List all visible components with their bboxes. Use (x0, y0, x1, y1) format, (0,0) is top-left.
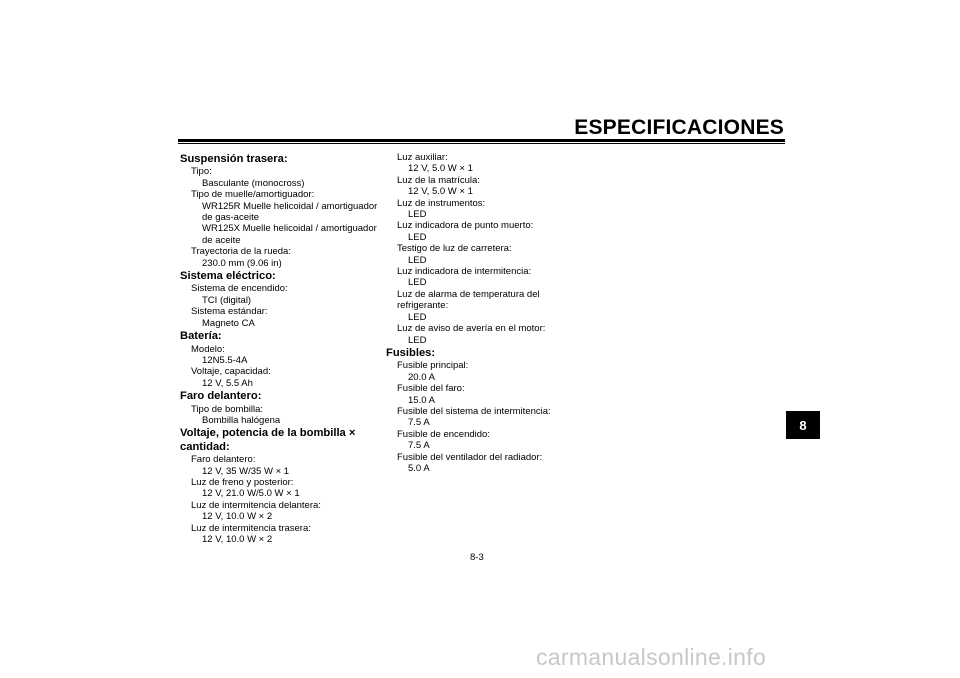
spec-value: 12 V, 10.0 W × 2 (202, 511, 273, 523)
section-heading: Sistema eléctrico: (180, 270, 276, 283)
spec-value: 7.5 A (408, 417, 430, 429)
spec-value: Bombilla halógena (202, 414, 281, 426)
spec-value: 15.0 A (408, 394, 435, 406)
spec-value: LED (408, 254, 427, 266)
watermark: carmanualsonline.info (536, 644, 767, 670)
spec-value: 230.0 mm (9.06 in) (202, 257, 282, 269)
spec-label: Fusible del sistema de intermitencia: (397, 405, 551, 417)
spec-column-right (386, 152, 586, 474)
spec-label: Testigo de luz de carretera: (397, 243, 512, 255)
spec-label: Luz de aviso de avería en el motor: (397, 323, 546, 335)
spec-value: 12 V, 5.0 W × 1 (408, 186, 473, 198)
section-heading: Fusibles: (386, 346, 436, 359)
spec-value: LED (408, 311, 427, 323)
title-rule (178, 139, 785, 142)
spec-value: WR125R Muelle helicoidal / amortiguador (202, 200, 378, 212)
chapter-tab: 8 (786, 411, 820, 439)
spec-label: Tipo: (191, 166, 212, 178)
spec-label: Faro delantero: (191, 454, 256, 466)
spec-value: 12 V, 10.0 W × 2 (202, 534, 273, 545)
spec-label: Luz auxiliar: (397, 152, 448, 163)
spec-label: Fusible de encendido: (397, 428, 490, 440)
spec-column-left (180, 152, 380, 545)
spec-label: Luz de instrumentos: (397, 197, 486, 209)
spec-value: 12N5.5-4A (202, 354, 248, 366)
spec-label: Fusible del ventilador del radiador: (397, 451, 543, 463)
spec-value: Magneto CA (202, 317, 255, 329)
spec-value: WR125X Muelle helicoidal / amortiguador (202, 223, 377, 235)
section-heading: Faro delantero: (180, 390, 262, 403)
spec-label: Luz de alarma de temperatura del (397, 288, 540, 300)
spec-label: Luz de freno y posterior: (191, 476, 294, 488)
spec-label: Luz de la matrícula: (397, 174, 480, 186)
title-rule-thin (178, 143, 785, 144)
spec-label: Luz de intermitencia delantera: (191, 499, 321, 511)
spec-value: LED (408, 334, 427, 346)
section-heading: cantidad: (180, 440, 230, 453)
spec-label: refrigerante: (397, 300, 449, 312)
spec-label: Sistema de encendido: (191, 283, 288, 295)
spec-value: 12 V, 5.5 Ah (202, 377, 253, 389)
section-heading: Suspensión trasera: (180, 153, 288, 165)
spec-value: 12 V, 21.0 W/5.0 W × 1 (202, 488, 300, 500)
spec-value: de aceite (202, 234, 241, 246)
spec-value: LED (408, 231, 427, 243)
spec-label: Voltaje, capacidad: (191, 366, 271, 378)
spec-label: Tipo de bombilla: (191, 403, 263, 415)
spec-label: Fusible del faro: (397, 383, 465, 395)
spec-value: LED (408, 209, 427, 221)
spec-value: 12 V, 35 W/35 W × 1 (202, 465, 290, 477)
spec-label: Tipo de muelle/amortiguador: (191, 189, 315, 201)
spec-value: 12 V, 5.0 W × 1 (408, 163, 473, 175)
spec-label: Sistema estándar: (191, 306, 268, 318)
spec-value: TCI (digital) (202, 294, 252, 306)
spec-label: Modelo: (191, 343, 225, 355)
page-title: ESPECIFICACIONES (574, 116, 784, 139)
page-number: 8-3 (470, 552, 484, 563)
spec-value: Basculante (monocross) (202, 177, 305, 189)
spec-value: 5.0 A (408, 462, 430, 474)
spec-label: Luz indicadora de punto muerto: (397, 220, 534, 232)
section-heading: Voltaje, potencia de la bombilla × (180, 427, 356, 440)
spec-value: 7.5 A (408, 440, 430, 452)
spec-value: 20.0 A (408, 371, 435, 383)
section-heading: Batería: (180, 330, 222, 343)
spec-label: Luz indicadora de intermitencia: (397, 266, 532, 278)
spec-label: Trayectoria de la rueda: (191, 246, 291, 258)
spec-value: LED (408, 277, 427, 289)
spec-value: de gas-aceite (202, 212, 260, 224)
spec-label: Fusible principal: (397, 360, 469, 372)
spec-label: Luz de intermitencia trasera: (191, 522, 311, 534)
